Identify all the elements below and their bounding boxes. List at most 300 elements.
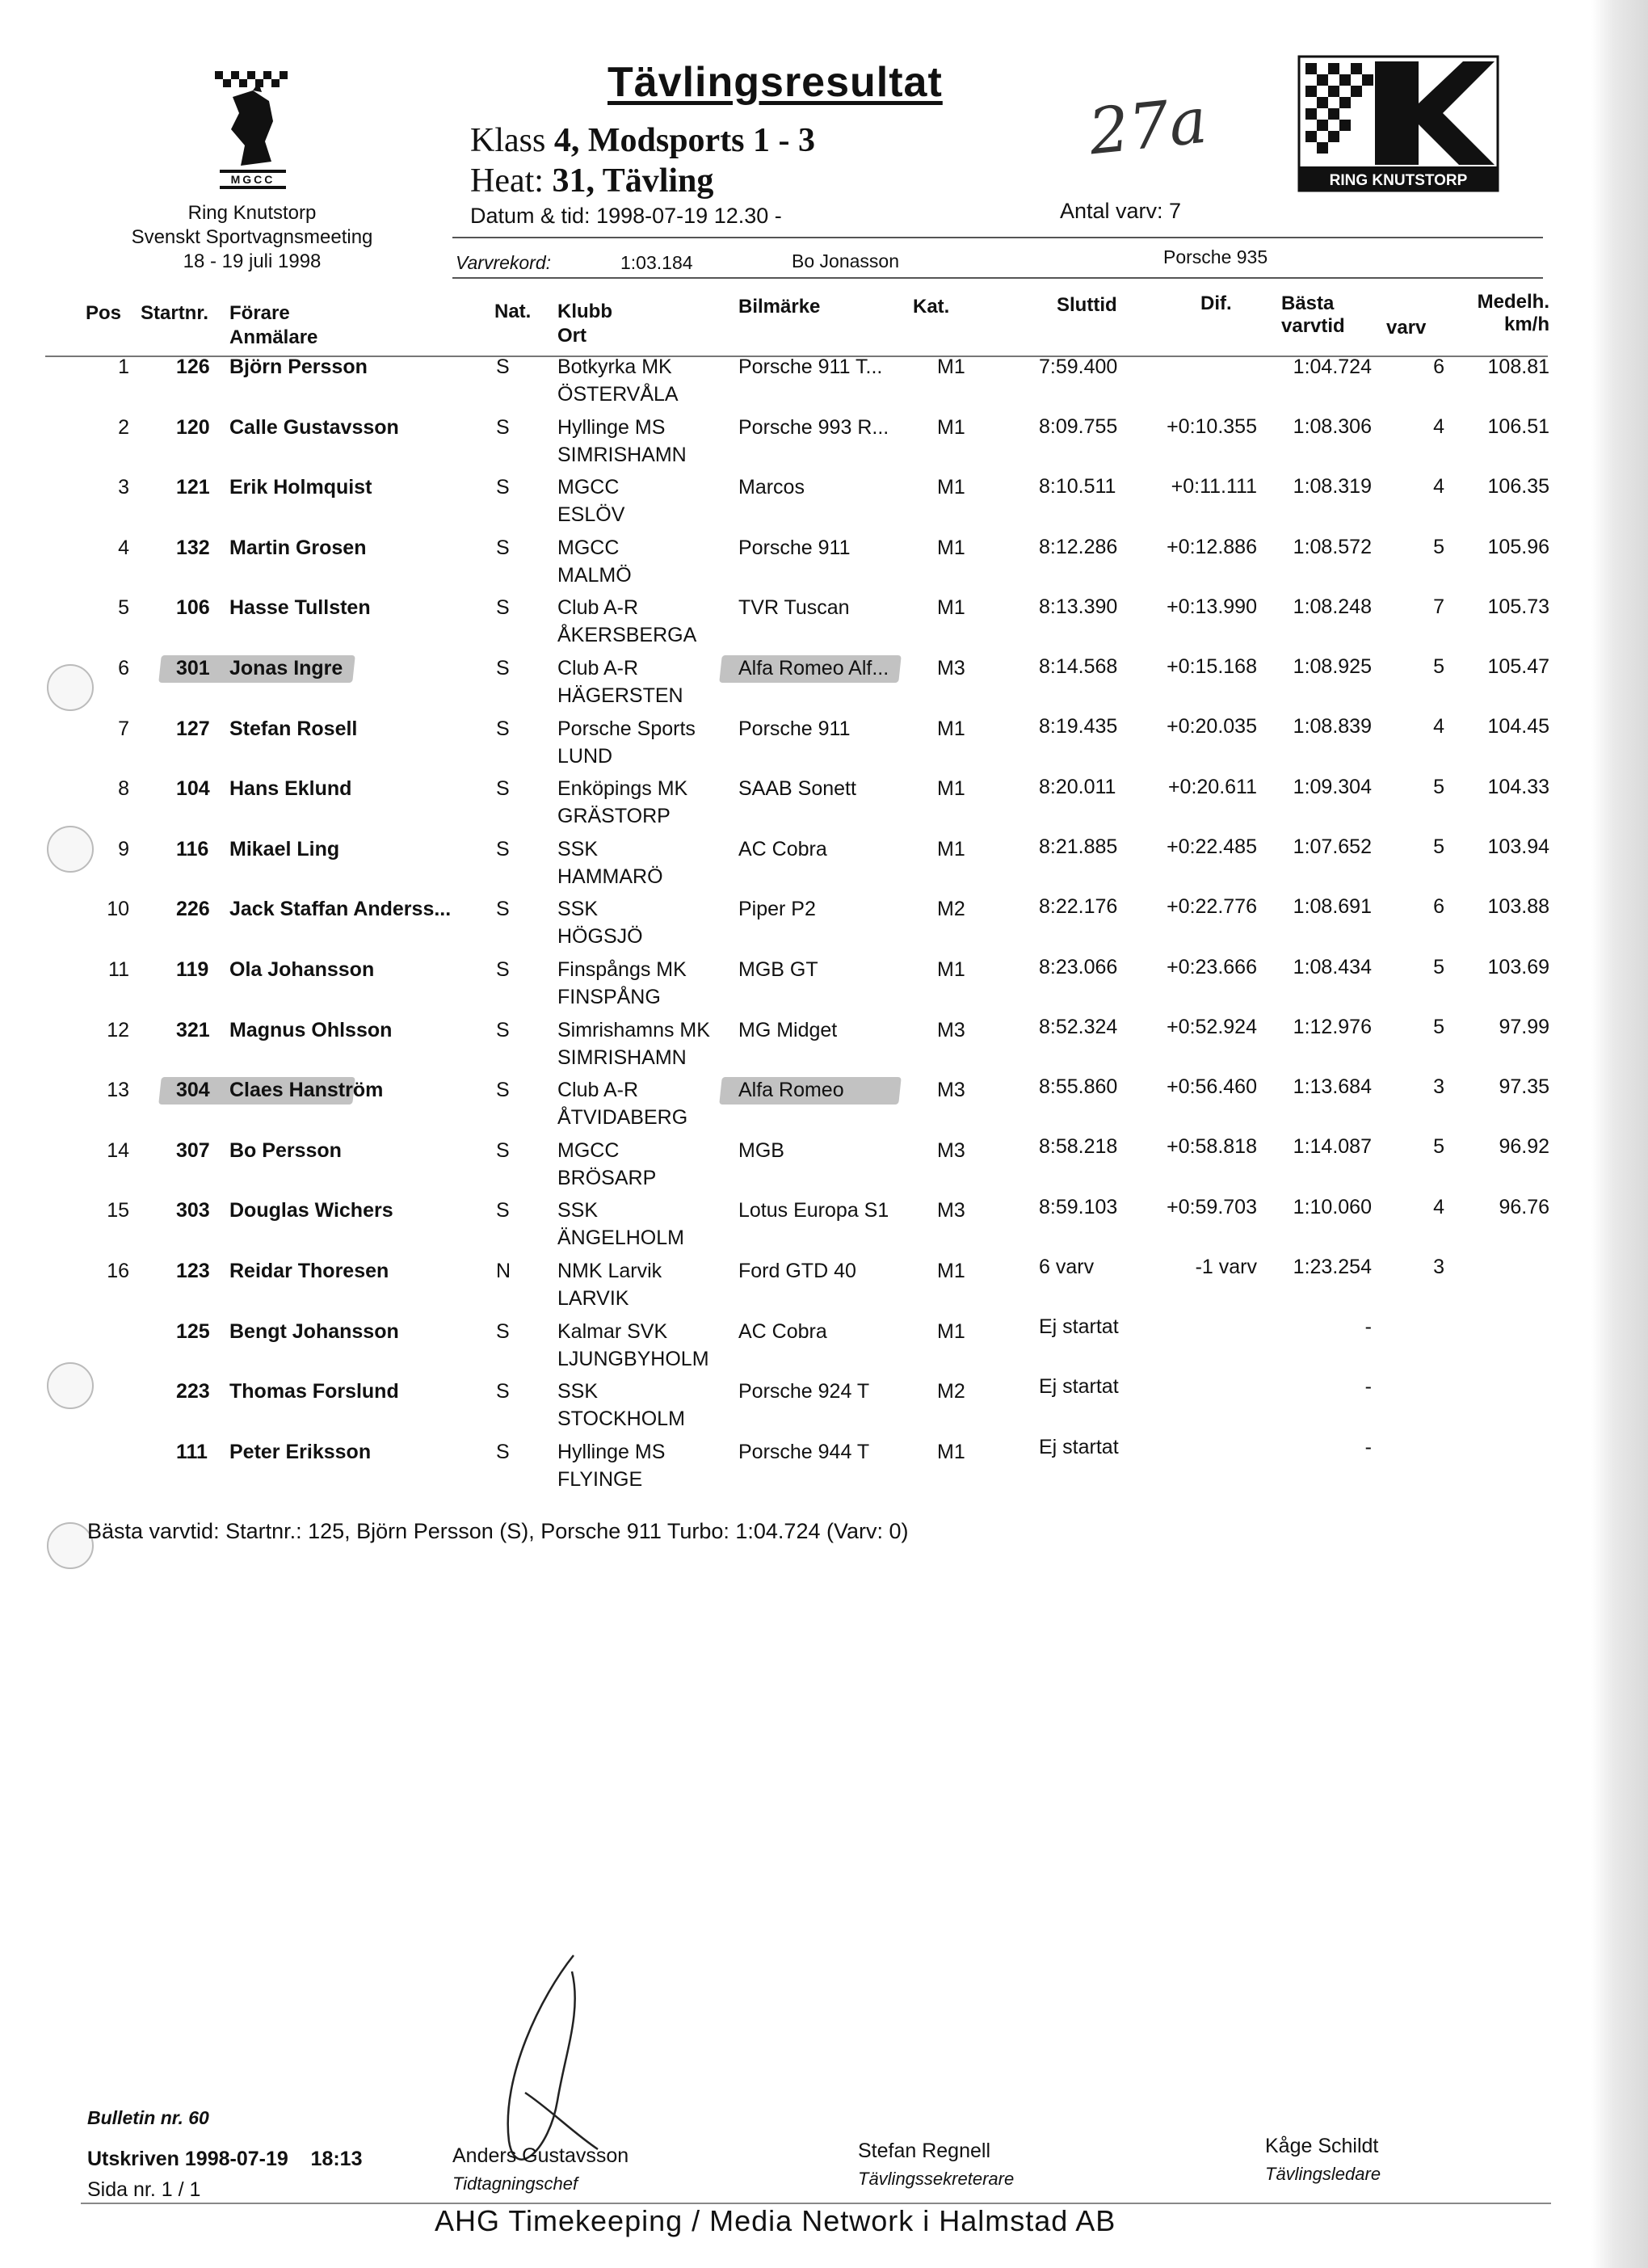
cell-avg: 96.92 [1499, 1135, 1549, 1159]
cell-car: Marcos [738, 476, 805, 499]
lap-record-driver: Bo Jonasson [792, 250, 899, 271]
signature-3-name: Kåge Schildt [1265, 2135, 1379, 2157]
cell-avg: 105.96 [1487, 535, 1549, 558]
table-row [0, 835, 1583, 894]
cell-cat: M3 [937, 1199, 965, 1222]
cell-driver: Mikael Ling [229, 837, 340, 860]
cell-startnr: 307 [176, 1138, 210, 1162]
cell-lap: 5 [1433, 775, 1444, 798]
best-lap-note: Bästa varvtid: Startnr.: 125, Björn Persson (S), Porsche 911 Turbo: 1:04.724 (Varv: 0) [87, 1519, 909, 1543]
cell-cat: M1 [937, 837, 965, 860]
cell-startnr: 126 [176, 356, 210, 378]
svg-text:RING KNUTSTORP: RING KNUTSTORP [1329, 172, 1468, 189]
cell-cat: M3 [937, 1138, 965, 1162]
cell-diff: -1 varv [1195, 1255, 1257, 1278]
cell-best-lap: 1:08.925 [1293, 655, 1372, 679]
cell-car: Porsche 911 [738, 536, 851, 559]
cell-pos: 3 [118, 476, 129, 499]
table-row [0, 654, 1583, 713]
cell-town: HÄGERSTEN [557, 684, 683, 707]
handwritten-note: 27a [1085, 84, 1211, 170]
table-row [0, 1016, 1583, 1075]
cell-car: Alfa Romeo [738, 1079, 844, 1102]
cell-town: MALMÖ [557, 563, 632, 587]
table-row [0, 533, 1583, 593]
cell-town: GRÄSTORP [557, 805, 671, 828]
cell-car: Porsche 944 T [738, 1440, 870, 1463]
col-town: Ort [557, 325, 586, 347]
cell-finish: 8:19.435 [1039, 715, 1118, 738]
cell-lap: 5 [1433, 1015, 1444, 1038]
checkered-flag-k-icon [1297, 55, 1499, 192]
cell-finish: 8:14.568 [1039, 655, 1118, 679]
col-diff: Dif. [1200, 292, 1232, 314]
cell-finish: 8:23.066 [1039, 955, 1118, 978]
cell-car: TVR Tuscan [738, 596, 850, 620]
cell-best-lap: - [1364, 1375, 1372, 1399]
col-driver: Förare [229, 302, 290, 324]
cell-startnr: 226 [176, 898, 210, 921]
cell-town: ÄNGELHOLM [557, 1227, 684, 1250]
cell-best-lap: 1:09.304 [1293, 775, 1372, 798]
cell-finish: 8:09.755 [1039, 415, 1118, 439]
cell-nat: S [496, 536, 510, 559]
heat-info [470, 162, 713, 200]
table-row [0, 1196, 1583, 1256]
lap-record-car: Porsche 935 [1163, 246, 1268, 267]
table-row [0, 774, 1583, 834]
cell-car: MG Midget [738, 1018, 838, 1041]
cell-best-lap: 1:08.248 [1293, 595, 1372, 618]
cell-car: AC Cobra [738, 837, 827, 860]
cell-best-lap: 1:12.976 [1293, 1015, 1372, 1038]
cell-startnr: 116 [176, 837, 209, 860]
cell-club: MGCC [557, 476, 620, 499]
signature-1-name: Anders Gustavsson [452, 2144, 629, 2167]
class-info [470, 121, 815, 160]
cell-car: SAAB Sonett [738, 777, 856, 801]
cell-nat: S [496, 898, 510, 921]
cell-town: SIMRISHAMN [557, 443, 687, 466]
cell-driver: Calle Gustavsson [229, 415, 399, 439]
cell-nat: S [496, 1138, 510, 1162]
cell-pos: 8 [118, 777, 129, 801]
cell-finish: 8:52.324 [1039, 1015, 1118, 1038]
cell-driver: Bengt Johansson [229, 1319, 399, 1343]
cell-driver: Björn Persson [229, 356, 368, 378]
cell-lap: 5 [1433, 535, 1444, 558]
cell-pos: 5 [118, 596, 129, 620]
cell-nat: S [496, 1199, 510, 1222]
cell-cat: M3 [937, 1018, 965, 1041]
cell-lap: 5 [1433, 835, 1444, 858]
table-row [0, 1317, 1583, 1377]
signature-2-title: Tävlingssekreterare [858, 2169, 1015, 2189]
table-row [0, 473, 1583, 532]
cell-club: Hyllinge MS [557, 415, 666, 439]
cell-avg: 104.33 [1487, 775, 1549, 798]
cell-lap: 3 [1433, 1255, 1444, 1278]
cell-avg: 104.45 [1487, 715, 1549, 738]
signature-3-title: Tävlingsledare [1265, 2164, 1381, 2184]
cell-startnr: 132 [176, 536, 210, 559]
col-avg-top: Medelh. [1477, 291, 1549, 313]
cell-town: ÖSTERVÅLA [557, 383, 679, 406]
cell-startnr: 301 [176, 657, 210, 680]
cell-avg: 103.94 [1487, 835, 1549, 858]
cell-town: FLYINGE [557, 1467, 643, 1491]
cell-driver: Ola Johansson [229, 958, 375, 981]
table-row [0, 955, 1583, 1015]
cell-nat: N [496, 1260, 511, 1282]
cell-driver: Erik Holmquist [229, 476, 372, 499]
cell-town: HAMMARÖ [557, 865, 663, 888]
cell-nat: S [496, 1079, 510, 1102]
cell-lap: 4 [1433, 415, 1444, 439]
cell-lap: 4 [1433, 715, 1444, 738]
cell-town: LARVIK [557, 1287, 629, 1310]
cell-finish: Ej startat [1039, 1315, 1119, 1338]
col-nat: Nat. [494, 301, 532, 322]
cell-best-lap: 1:07.652 [1293, 835, 1372, 858]
cell-nat: S [496, 1380, 510, 1403]
cell-diff: +0:20.611 [1167, 775, 1257, 798]
cell-cat: M1 [937, 596, 965, 620]
cell-finish: 8:55.860 [1039, 1075, 1118, 1098]
table-row [0, 1136, 1583, 1196]
cell-finish: 8:10.511 [1039, 475, 1116, 499]
cell-cat: M1 [937, 476, 965, 499]
cell-finish: 8:22.176 [1039, 895, 1118, 919]
cell-driver: Douglas Wichers [229, 1199, 393, 1222]
cell-nat: S [496, 1440, 510, 1463]
cell-town: BRÖSARP [557, 1166, 657, 1189]
cell-finish: 8:58.218 [1039, 1135, 1118, 1159]
cell-pos: 2 [118, 415, 129, 439]
cell-driver: Jonas Ingre [229, 657, 343, 680]
cell-car: AC Cobra [738, 1319, 827, 1343]
cell-cat: M2 [937, 898, 965, 921]
cell-lap: 7 [1433, 595, 1444, 618]
cell-best-lap: - [1364, 1315, 1372, 1338]
cell-nat: S [496, 415, 510, 439]
cell-car: Lotus Europa S1 [738, 1199, 889, 1222]
cell-pos: 15 [107, 1199, 129, 1222]
cell-avg: 96.76 [1499, 1195, 1549, 1218]
cell-avg: 103.88 [1487, 895, 1549, 919]
cell-club: SSK [557, 898, 599, 921]
cell-best-lap: 1:08.319 [1293, 475, 1372, 499]
cell-diff: +0:12.886 [1167, 535, 1257, 558]
cell-driver: Claes Hanström [229, 1079, 384, 1102]
event-dates: 18 - 19 juli 1998 [183, 250, 322, 272]
datetime-info [470, 204, 782, 229]
cell-finish: 8:21.885 [1039, 835, 1118, 858]
page-number: Sida nr. 1 / 1 [87, 2178, 201, 2201]
cell-town: SIMRISHAMN [557, 1046, 687, 1069]
cell-avg: 97.35 [1499, 1075, 1549, 1098]
cell-town: ÅKERSBERGA [557, 624, 697, 647]
cell-cat: M1 [937, 1260, 965, 1282]
col-avg-bottom: km/h [1503, 313, 1549, 335]
col-finish: Sluttid [1057, 294, 1117, 316]
cell-car: Alfa Romeo Alf... [738, 657, 889, 680]
cell-best-lap: 1:14.087 [1293, 1135, 1372, 1159]
cell-club: Botkyrka MK [557, 356, 672, 378]
paper-edge-shadow [1591, 0, 1648, 2268]
cell-cat: M1 [937, 1319, 965, 1343]
cell-driver: Reidar Thoresen [229, 1260, 389, 1282]
cell-startnr: 303 [176, 1199, 210, 1222]
cell-lap: 4 [1433, 1195, 1444, 1218]
cell-lap: 6 [1433, 895, 1444, 919]
cell-best-lap: 1:23.254 [1293, 1255, 1372, 1278]
cell-car: Porsche 993 R... [738, 415, 889, 439]
cell-driver: Magnus Ohlsson [229, 1018, 393, 1041]
cell-cat: M3 [937, 657, 965, 680]
cell-nat: S [496, 356, 510, 378]
cell-diff: +0:59.703 [1167, 1195, 1257, 1218]
cell-club: Enköpings MK [557, 777, 688, 801]
cell-startnr: 111 [176, 1440, 208, 1463]
col-club: Klubb [557, 301, 612, 322]
mgcc-logo [208, 65, 297, 202]
lap-record-time: 1:03.184 [620, 252, 693, 273]
cell-driver: Jack Staffan Anderss... [229, 898, 452, 921]
cell-diff: +0:22.485 [1167, 835, 1257, 858]
cell-town: LUND [557, 744, 613, 768]
col-best-top: Bästa [1281, 292, 1335, 314]
table-row [0, 593, 1583, 653]
table-row [0, 352, 1583, 412]
cell-finish: 8:12.286 [1039, 535, 1118, 558]
cell-town: HÖGSJÖ [557, 925, 643, 949]
cell-driver: Thomas Forslund [229, 1380, 399, 1403]
cell-startnr: 321 [176, 1018, 210, 1041]
cell-nat: S [496, 717, 510, 740]
cell-club: Club A-R [557, 657, 639, 680]
col-cat: Kat. [913, 296, 950, 318]
cell-nat: S [496, 958, 510, 981]
table-row [0, 1075, 1583, 1135]
cell-avg: 108.81 [1487, 356, 1549, 378]
cell-avg: 106.35 [1487, 475, 1549, 499]
cell-nat: S [496, 657, 510, 680]
signature-1-title: Tidtagningschef [452, 2173, 578, 2194]
cell-finish: 8:59.103 [1039, 1195, 1118, 1218]
col-car: Bilmärke [738, 296, 821, 318]
cell-cat: M2 [937, 1380, 965, 1403]
cell-diff: +0:20.035 [1167, 715, 1257, 738]
cell-club: Club A-R [557, 1079, 639, 1102]
cell-pos: 12 [107, 1018, 129, 1041]
cell-cat: M1 [937, 1440, 965, 1463]
cell-town: FINSPÅNG [557, 986, 661, 1008]
cell-lap: 5 [1433, 1135, 1444, 1159]
cell-cat: M1 [937, 356, 965, 378]
cell-lap: 5 [1433, 955, 1444, 978]
cell-best-lap: 1:04.724 [1293, 356, 1372, 378]
cell-avg: 105.73 [1487, 595, 1549, 618]
cell-pos: 10 [107, 898, 129, 921]
cell-car: Porsche 924 T [738, 1380, 870, 1403]
cell-diff: +0:22.776 [1167, 895, 1257, 919]
cell-avg: 103.69 [1487, 955, 1549, 978]
cell-town: LJUNGBYHOLM [557, 1347, 709, 1370]
mgcc-logo-icon [208, 65, 297, 202]
cell-pos: 6 [118, 657, 129, 680]
cell-finish: 8:13.390 [1039, 595, 1118, 618]
cell-pos: 1 [118, 356, 129, 378]
cell-best-lap: 1:13.684 [1293, 1075, 1372, 1098]
cell-nat: S [496, 1319, 510, 1343]
laps-count: Antal varv: 7 [1060, 199, 1182, 223]
cell-cat: M1 [937, 958, 965, 981]
cell-diff: +0:58.818 [1167, 1135, 1257, 1159]
cell-club: NMK Larvik [557, 1260, 662, 1282]
cell-car: Ford GTD 40 [738, 1260, 856, 1282]
cell-best-lap: 1:08.691 [1293, 895, 1372, 919]
cell-club: Hyllinge MS [557, 1440, 666, 1463]
col-pos: Pos [86, 302, 122, 324]
cell-best-lap: 1:08.839 [1293, 715, 1372, 738]
cell-club: MGCC [557, 536, 620, 559]
cell-pos: 14 [107, 1138, 129, 1162]
cell-club: Club A-R [557, 596, 639, 620]
cell-finish: Ej startat [1039, 1435, 1119, 1458]
cell-startnr: 119 [176, 958, 209, 981]
club-name: Ring Knutstorp [187, 202, 317, 224]
cell-club: Finspångs MK [557, 958, 687, 981]
cell-best-lap: 1:08.572 [1293, 535, 1372, 558]
cell-lap: 6 [1433, 356, 1444, 378]
company-name: AHG Timekeeping / Media Network i Halmstad AB [435, 2204, 1116, 2237]
cell-cat: M1 [937, 415, 965, 439]
table-row [0, 1377, 1583, 1437]
cell-avg: 106.51 [1487, 415, 1549, 439]
signature-2-name: Stefan Regnell [858, 2140, 991, 2162]
cell-startnr: 223 [176, 1380, 210, 1403]
cell-startnr: 120 [176, 415, 210, 439]
header-rule-top [452, 237, 1543, 238]
cell-town: ÅTVIDABERG [557, 1106, 688, 1130]
cell-startnr: 104 [176, 777, 210, 801]
cell-finish: Ej startat [1039, 1375, 1119, 1399]
cell-startnr: 125 [176, 1319, 210, 1343]
ring-knutstorp-logo [1297, 55, 1499, 192]
cell-diff: +0:13.990 [1167, 595, 1257, 618]
heat-label: Heat: [470, 162, 544, 200]
heat-value: 31, Tävling [552, 162, 714, 200]
cell-car: Porsche 911 T... [738, 356, 883, 378]
cell-town: STOCKHOLM [557, 1408, 685, 1431]
header-rule-bottom [452, 277, 1543, 279]
col-entrant: Anmälare [229, 326, 318, 348]
cell-diff: +0:11.111 [1171, 475, 1257, 499]
cell-diff: +0:10.355 [1167, 415, 1257, 439]
cell-best-lap: 1:10.060 [1293, 1195, 1372, 1218]
cell-nat: S [496, 777, 510, 801]
cell-lap: 4 [1433, 475, 1444, 499]
cell-diff: +0:52.924 [1167, 1015, 1257, 1038]
cell-best-lap: - [1364, 1435, 1372, 1458]
cell-diff: +0:56.460 [1167, 1075, 1257, 1098]
cell-pos: 4 [118, 536, 129, 559]
cell-driver: Hasse Tullsten [229, 596, 371, 620]
cell-cat: M1 [937, 536, 965, 559]
col-lap: varv [1386, 317, 1427, 339]
datetime-value: 1998-07-19 12.30 - [596, 204, 782, 228]
cell-driver: Hans Eklund [229, 777, 352, 801]
cell-startnr: 304 [176, 1079, 210, 1102]
cell-pos: 13 [107, 1079, 129, 1102]
table-row [0, 894, 1583, 954]
class-label: Klass [470, 122, 546, 159]
col-best-bottom: varvtid [1281, 315, 1345, 337]
cell-club: SSK [557, 1199, 599, 1222]
cell-avg: 97.99 [1499, 1015, 1549, 1038]
cell-club: SSK [557, 1380, 599, 1403]
event-name: Svenskt Sportvagnsmeeting [131, 226, 373, 248]
cell-car: MGB [738, 1138, 784, 1162]
table-row [0, 413, 1583, 473]
cell-best-lap: 1:08.434 [1293, 955, 1372, 978]
cell-nat: S [496, 596, 510, 620]
cell-nat: S [496, 1018, 510, 1041]
cell-town: ESLÖV [557, 503, 625, 527]
cell-finish: 8:20.011 [1039, 775, 1116, 798]
col-startnr: Startnr. [141, 302, 209, 324]
cell-club: Kalmar SVK [557, 1319, 668, 1343]
cell-car: Piper P2 [738, 898, 816, 921]
cell-startnr: 127 [176, 717, 210, 740]
cell-driver: Stefan Rosell [229, 717, 358, 740]
table-row [0, 1437, 1583, 1497]
cell-best-lap: 1:08.306 [1293, 415, 1372, 439]
cell-club: MGCC [557, 1138, 620, 1162]
cell-cat: M1 [937, 717, 965, 740]
cell-pos: 9 [118, 837, 129, 860]
cell-driver: Peter Eriksson [229, 1440, 372, 1463]
cell-finish: 7:59.400 [1039, 356, 1118, 378]
cell-club: Porsche Sports [557, 717, 696, 740]
cell-club: Simrishamns MK [557, 1018, 710, 1041]
page-title: Tävlingsresultat [607, 59, 943, 106]
cell-startnr: 123 [176, 1260, 210, 1282]
cell-diff: +0:23.666 [1167, 955, 1257, 978]
cell-club: SSK [557, 837, 599, 860]
cell-diff: +0:15.168 [1167, 655, 1257, 679]
lap-record-label: Varvrekord: [456, 252, 552, 273]
cell-startnr: 106 [176, 596, 210, 620]
cell-avg: 105.47 [1487, 655, 1549, 679]
table-row [0, 1256, 1583, 1316]
cell-car: Porsche 911 [738, 717, 851, 740]
cell-nat: S [496, 837, 510, 860]
class-value: 4, Modsports 1 - 3 [553, 122, 816, 159]
cell-finish: 6 varv [1039, 1255, 1095, 1278]
cell-cat: M1 [937, 777, 965, 801]
cell-cat: M3 [937, 1079, 965, 1102]
cell-driver: Martin Grosen [229, 536, 367, 559]
cell-pos: 11 [108, 958, 129, 981]
svg-text:MGCC: MGCC [230, 173, 275, 186]
cell-pos: 7 [118, 717, 129, 740]
cell-pos: 16 [107, 1260, 129, 1282]
cell-driver: Bo Persson [229, 1138, 342, 1162]
table-row [0, 714, 1583, 774]
printed-timestamp: Utskriven 1998-07-19 18:13 [87, 2148, 363, 2170]
